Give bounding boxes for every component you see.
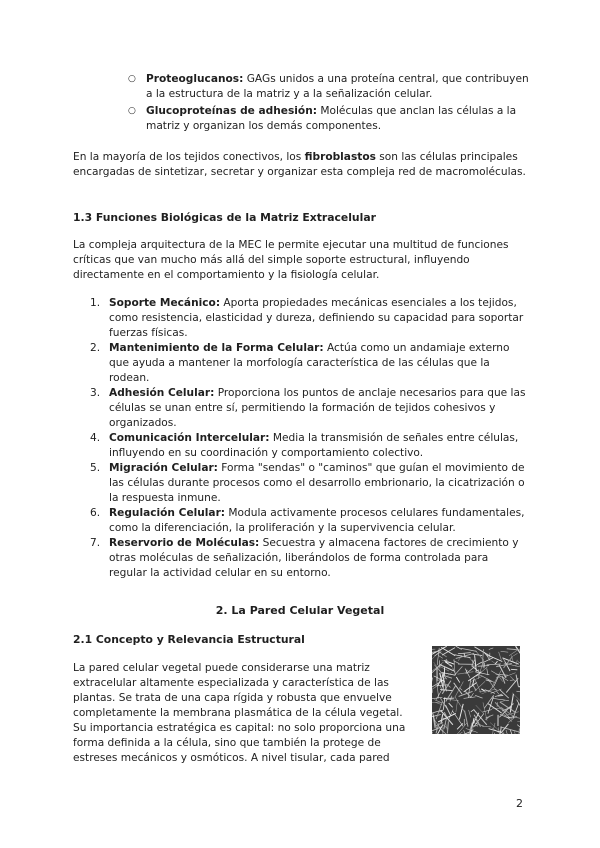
fiber-line — [456, 653, 474, 658]
item-number: 5. — [90, 462, 101, 474]
fiber-line — [471, 676, 483, 681]
item-number: 4. — [90, 432, 101, 444]
list-item — [90, 386, 529, 431]
list-item — [90, 506, 529, 536]
fiber-line — [464, 697, 476, 699]
term: Regulación Celular: — [109, 507, 226, 519]
fiber-line — [449, 703, 453, 707]
list-item — [90, 461, 529, 506]
fiber-line — [459, 688, 462, 691]
term: Mantenimiento de la Forma Celular: — [109, 342, 324, 354]
fiber-line — [473, 685, 475, 691]
fiber-line — [482, 726, 491, 727]
fiber-line — [506, 730, 510, 734]
fiber-line — [465, 711, 468, 727]
bold-term: fibroblastos — [304, 151, 376, 163]
fiber-line — [483, 710, 492, 713]
fiber-line — [461, 648, 477, 651]
fiber-line — [510, 676, 516, 682]
list-item — [90, 431, 529, 461]
section-heading-1-3: 1.3 Funciones Biológicas de la Matriz Extracelular — [73, 211, 376, 224]
fiber-line — [476, 705, 484, 713]
fiber-line — [439, 656, 443, 659]
fiber-line — [492, 671, 501, 687]
fiber-line — [435, 722, 443, 726]
definition: Media la transmisión de señales entre células, influyendo en su coordinación y comportamiento colectivo. — [109, 432, 519, 459]
item-number: 6. — [90, 507, 101, 519]
fiber-line — [445, 705, 450, 716]
text-run: En la mayoría de los tejidos conectivos, los — [73, 151, 305, 163]
list-item — [90, 536, 529, 581]
section-heading-2: 2. La Pared Celular Vegetal — [215, 604, 385, 617]
fiber-line — [472, 654, 482, 656]
definition: Forma "sendas" o "caminos" que guían el movimiento de las células durante procesos como el desarrollo embrionario, la cicatrización o la respuesta inmune. — [109, 462, 525, 504]
fiber-line — [432, 649, 435, 650]
fiber-line — [501, 724, 508, 733]
fiber-line — [513, 653, 517, 656]
term: Adhesión Celular: — [109, 387, 215, 399]
fiber-line — [432, 646, 447, 656]
list-item — [128, 72, 533, 102]
fiber-line — [454, 683, 462, 694]
fiber-line — [516, 691, 520, 692]
term: Glucoproteínas de adhesión: — [146, 105, 317, 117]
fiber-line — [457, 672, 473, 675]
fiber-line — [459, 704, 463, 720]
text-run: son las células principales encargadas de sintetizar, secretar y organizar esta compleja red de macromoléculas. — [73, 151, 526, 178]
item-number: 2. — [90, 342, 101, 354]
definition: Actúa como un andamiaje externo que ayuda a mantener la morfología característica de las células que la rodean. — [109, 342, 510, 384]
fiber-line — [475, 695, 482, 698]
fiber-line — [471, 709, 474, 712]
fiber-line — [499, 652, 502, 660]
fiber-line — [452, 711, 463, 726]
fiber-line — [496, 676, 501, 677]
fiber-line — [432, 710, 443, 715]
fiber-line — [437, 678, 439, 698]
fiber-line — [436, 685, 443, 686]
paragraph-cell-wall: La pared celular vegetal puede considerarse una matriz extracelular altamente especializada y característica de las plantas. Se trata de una capa rígida y robusta que envuelve completamente la membrana plasmática de la célula vegetal. Su importancia estratégica es capital: no solo proporciona una forma definida a la célula, sino que también la protege de estreses mecánicos y osmóticos. A nivel tisular, cada pared — [73, 662, 406, 764]
list-item — [90, 296, 529, 341]
component-sublist — [128, 72, 533, 136]
fiber-line — [456, 646, 462, 649]
definition: Aporta propiedades mecánicas esenciales a los tejidos, como resistencia, elasticidad y dureza, definiendo su capacidad para soportar fuerzas físicas. — [109, 297, 524, 339]
fiber-line — [432, 687, 436, 696]
circle-bullet-icon: ○ — [128, 74, 136, 84]
paragraph-fibroblasts — [73, 150, 528, 180]
list-item — [128, 104, 533, 134]
definition: Proporciona los puntos de anclaje necesarios para que las células se unan entre sí, permitiendo la formación de tejidos cohesivos y organizados. — [109, 387, 526, 429]
term: Comunicación Intercelular: — [109, 432, 270, 444]
term: Soporte Mecánico: — [109, 297, 221, 309]
fiber-line — [494, 733, 495, 734]
fiber-line — [514, 731, 516, 734]
paragraph-functions-intro: La compleja arquitectura de la MEC le permite ejecutar una multitud de funciones críticas que van mucho más allá del simple soporte estructural, influyendo directamente en el comportamiento y la fisiología celular. — [73, 239, 509, 281]
fiber-line — [501, 651, 509, 652]
cellulose-fibers-graphic — [432, 646, 520, 734]
fiber-line — [453, 668, 456, 675]
fiber-line — [500, 701, 504, 702]
fiber-line — [496, 674, 508, 675]
fiber-line — [489, 729, 503, 733]
fiber-line — [475, 680, 481, 693]
functions-list — [90, 296, 529, 581]
fiber-line — [519, 728, 520, 734]
definition: GAGs unidos a una proteína central, que contribuyen a la estructura de la matriz y a la señalización celular. — [146, 73, 529, 100]
page-number: 2 — [516, 797, 523, 810]
fiber-line — [492, 698, 508, 700]
definition: Modula activamente procesos celulares fundamentales, como la diferenciación, la proliferación y la supervivencia celular. — [109, 507, 525, 534]
fiber-network-image — [432, 646, 520, 734]
term: Migración Celular: — [109, 462, 218, 474]
circle-bullet-icon: ○ — [128, 106, 136, 116]
fiber-line — [489, 648, 493, 650]
section-heading-2-1: 2.1 Concepto y Relevancia Estructural — [73, 633, 305, 646]
fiber-line — [456, 677, 459, 683]
item-number: 1. — [90, 297, 101, 309]
list-item — [90, 341, 529, 386]
fiber-line — [518, 687, 520, 688]
fiber-line — [494, 676, 498, 685]
fiber-line — [469, 710, 471, 717]
fiber-line — [491, 671, 508, 681]
fiber-line — [456, 701, 458, 713]
term: Reservorio de Moléculas: — [109, 537, 260, 549]
fiber-line — [441, 714, 443, 723]
fiber-line — [510, 680, 514, 681]
item-number: 3. — [90, 387, 101, 399]
fiber-line — [484, 663, 485, 668]
fiber-line — [451, 732, 463, 734]
definition: Secuestra y almacena factores de crecimiento y otras moléculas de señalización, liberándolos de forma controlada para regular la actividad celular en su entorno. — [109, 537, 519, 579]
fiber-line — [518, 662, 520, 664]
definition: Moléculas que anclan las células a la matriz y organizan los demás componentes. — [146, 105, 517, 132]
term: Proteoglucanos: — [146, 73, 244, 85]
item-number: 7. — [90, 537, 101, 549]
